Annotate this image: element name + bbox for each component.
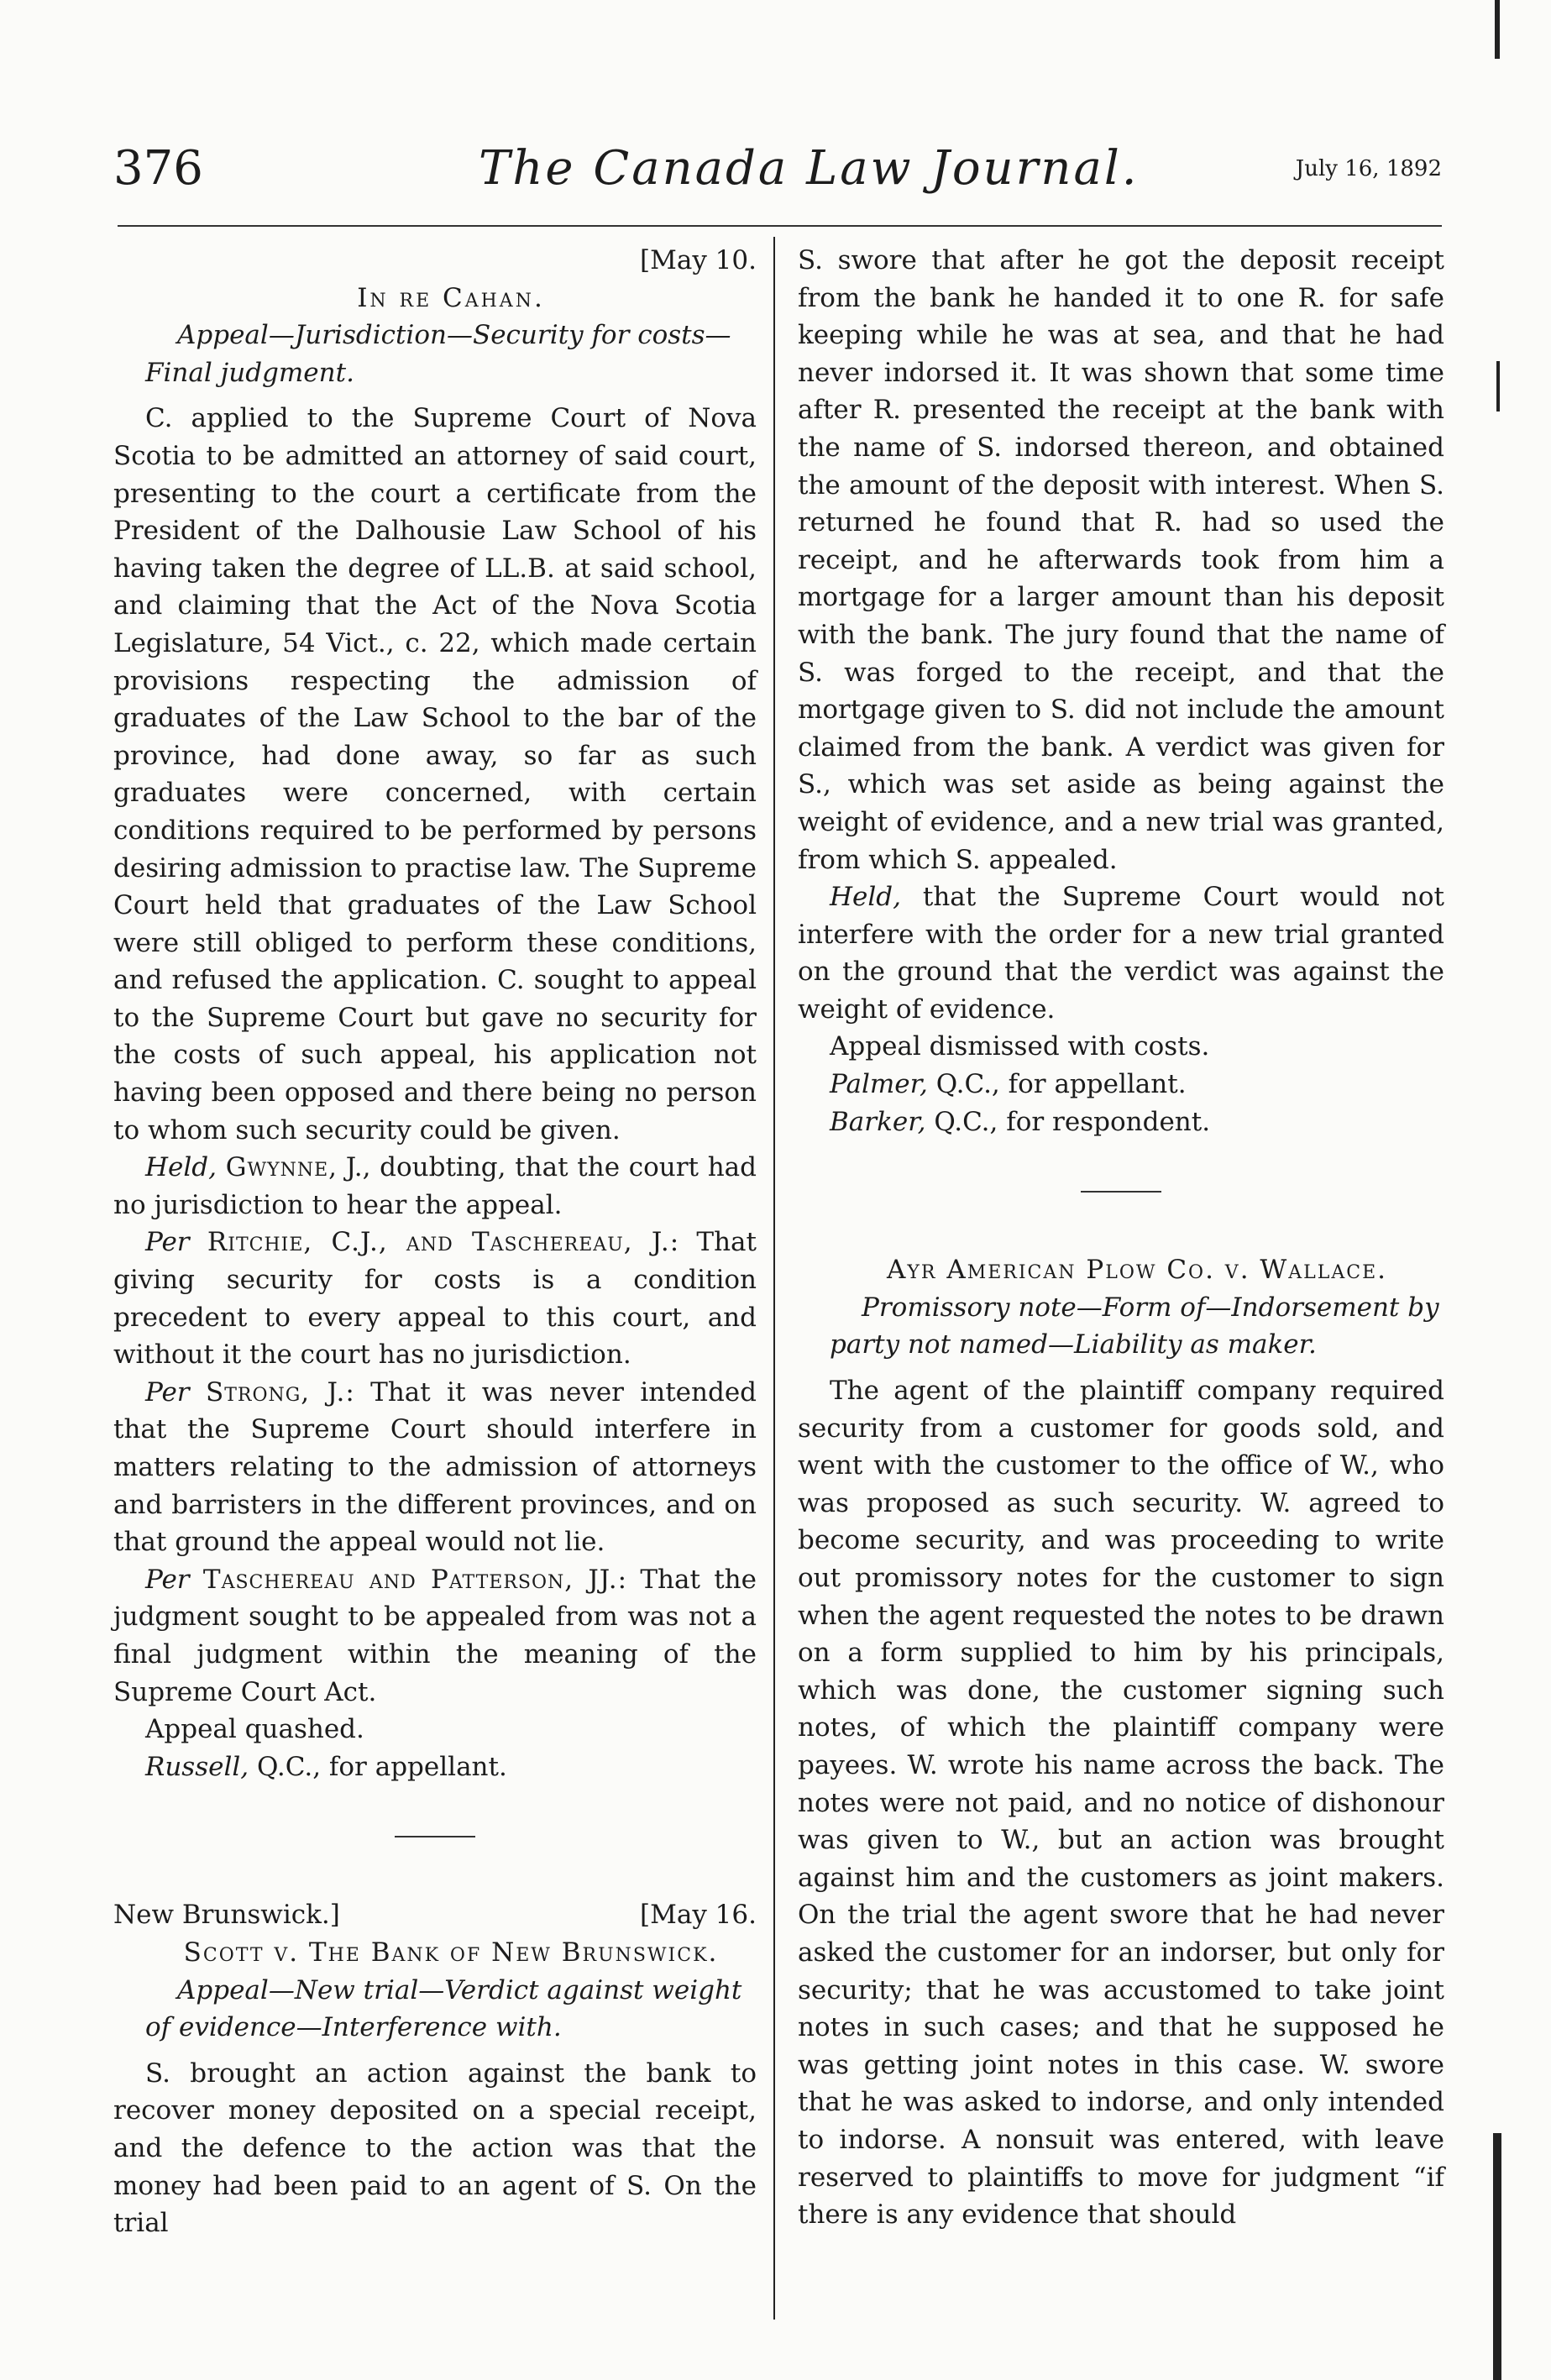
page-number: 376 [113,141,203,196]
page-edge-mark [1495,0,1500,59]
case-headnote: Appeal—Jurisdiction—Security for costs—Final judgment. [145,320,731,388]
left-column [113,242,757,2242]
judge-name: Gwynne [225,1152,329,1183]
held-paragraph [798,878,1444,1028]
per-text: : That the judgment sought to be appealed from was not a final judgment within the meaning of the Supreme Court Act. [113,1564,757,1707]
section-rule [1081,1191,1161,1193]
case-headnote: Promissory note—Form of—Indorsement by party not named—Liability as maker. [830,1292,1439,1360]
province-label: New Brunswick.] [113,1900,340,1931]
disposition: Appeal quashed. [145,1714,364,1745]
case-date: [May 16. [640,1900,757,1931]
held-paragraph [113,1149,757,1224]
case-title: Scott v. The Bank of New Brunswick. [183,1937,719,1968]
counsel-text: Q.C., for appellant. [249,1751,507,1782]
case-facts: S. swore that after he got the deposit receipt from the bank he handed it to one R. for safe keeping while he was at sea, and that he had never indorsed it. It was shown that some time after R. presented the receipt at the bank with the name of S. indorsed thereon, and obtained the amount of the deposit with interest. When S. returned he found that R. had so used the receipt, and he afterwards took from him a mortgage for a larger amount than his deposit with the bank. The jury found that the name of S. was forged to the receipt, and that the mortgage given to S. did not include the amount claimed from the bank. A verdict was given for S., which was set aside as being against the weight of evidence, and a new trial was granted, from which S. appealed. [798,245,1444,875]
page-edge-mark [1496,361,1500,412]
held-text: that the Supreme Court would not interfere with the order for a new trial granted on the ground that the verdict was against the weight of evidence. [798,882,1444,1025]
judge-names: Taschereau and Patterson, JJ. [202,1564,618,1595]
case-facts: S. brought an action against the bank to recover money deposited on a special receipt, and the defence to the action was that the money had been paid to an agent of S. On the trial [113,2058,757,2239]
counsel-name: Barker, [830,1106,926,1137]
case-facts: The agent of the plaintiff company required security from a customer for goods sold, and went with the customer to the office of W., who was proposed as such security. W. agreed to become security, and was proceeding to write out promissory notes for the customer to sign when the agent requested the notes to be drawn on a form supplied to him by his principals, which was done, the customer signing such notes, of which the plaintiff company were payees. W. wrote his name across the back. The notes were not paid, and no notice of dishonour was given to W., but an action was brought against him and the customers as joint makers. On the trial the agent swore that he had never asked the customer for an indorser, but only for security; that he was accustomed to take joint notes in such cases; and that he supposed he was getting joint notes in this case. W. swore that he was asked to indorse, and only intended to indorse. A nonsuit was entered, with leave reserved to plaintiffs to move for judgment “if there is any evidence that should [798,1376,1444,2231]
page-header [113,141,1442,208]
disposition: Appeal dismissed with costs. [830,1031,1210,1062]
counsel-line [113,1748,757,1786]
right-column [798,242,1444,2234]
section-rule [395,1836,475,1837]
per-label: Per [145,1376,190,1408]
case-headnote: Appeal—New trial—Verdict against weight of evidence—Interference with. [145,1974,742,2043]
per-paragraph [113,1224,757,1373]
counsel-name: Russell, [145,1751,249,1782]
held-text: , J., doubting, that the court had no jurisdiction to hear the appeal. [113,1152,757,1220]
per-paragraph [113,1374,757,1561]
per-text: : That giving security for costs is a condition precedent to every appeal to this court, and without it the court has no jurisdiction. [113,1227,757,1371]
case-title: In re Cahan. [357,282,545,313]
per-label: Per [145,1564,190,1595]
issue-date: July 16, 1892 [1295,156,1442,181]
held-label: Held, [145,1152,217,1183]
held-label: Held, [830,882,901,913]
counsel-line [798,1104,1444,1141]
journal-title: The Canada Law Journal. [479,141,1140,196]
header-rule [118,225,1442,227]
per-paragraph [113,1561,757,1711]
counsel-name: Palmer, [830,1069,928,1100]
judge-names: Strong, J. [205,1376,346,1408]
page-edge-mark [1493,2133,1501,2380]
counsel-text: Q.C., for respondent. [925,1106,1211,1137]
judge-names: Ritchie, C.J., and Taschereau, J. [207,1227,670,1258]
per-label: Per [145,1227,190,1258]
per-text: : That it was never intended that the Supreme Court should interfere in matters relating to the admission of attorneys and barristers in the different provinces, and on that ground the appeal would not lie. [113,1376,757,1558]
case-dateline [113,1896,757,1934]
case-facts: C. applied to the Supreme Court of Nova Scotia to be admitted an attorney of said court, presenting to the court a certificate from the President of the Dalhousie Law School of his having taken the degree of LL.B. at said school, and claiming that the Act of the Nova Scotia Legislature, 54 Vict., c. 22, which made certain provisions respecting the admission of graduates of the Law School to the bar of the province, had done away, so far as such graduates were concerned, with certain conditions required to be performed by persons desiring admission to practise law. The Supreme Court held that graduates of the Law School were still obliged to perform these conditions, and refused the application. C. sought to appeal to the Supreme Court but gave no security for the costs of such appeal, his application not having been opposed and there being no person to whom such security could be given. [113,403,757,1145]
column-divider [773,237,775,2320]
counsel-text: Q.C., for appellant. [927,1069,1187,1100]
counsel-line [798,1066,1444,1104]
case-date: [May 10. [640,245,757,275]
case-title: Ayr American Plow Co. v. Wallace. [886,1255,1387,1286]
